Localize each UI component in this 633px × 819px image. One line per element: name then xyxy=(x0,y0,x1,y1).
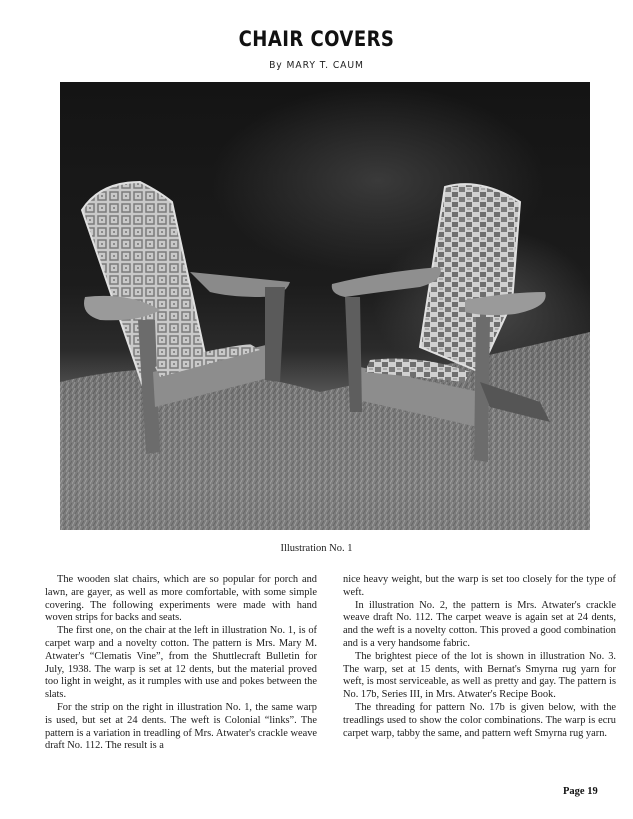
paragraph: For the strip on the right in illustration No. 1, the same warp is used, but set at 24 dents. The weft is Colonial “links”. The pattern is a variation in treadling of Mrs. Atwater's crackle weave draft No. 112. The result is a xyxy=(45,701,317,752)
paragraph: nice heavy weight, but the warp is set too closely for the type of weft. xyxy=(343,574,616,598)
body-column-left xyxy=(45,574,317,753)
article-title: CHAIR COVERS xyxy=(238,27,395,51)
paragraph: The threading for pattern No. 17b is given below, with the treadlings used to show the color combinations. The warp is ecru carpet warp, tabby the same, and pattern weft Smyrna rug yarn. xyxy=(343,701,616,739)
figure-caption: Illustration No. 1 xyxy=(280,543,353,554)
article-byline: By MARY T. CAUM xyxy=(269,60,364,71)
illustration-photo xyxy=(60,82,590,530)
body-column-right xyxy=(343,574,616,740)
paragraph: The brightest piece of the lot is shown in illustration No. 3. The warp, set at 15 dents, with Bernat's Smyrna rug yarn for weft, is most serviceable, as well as pretty and gay. The pattern is No. 17b, Series III, in Mrs. Atwater's Recipe Book. xyxy=(343,650,616,701)
chairs-photo-drawing xyxy=(60,82,590,530)
paragraph: In illustration No. 2, the pattern is Mrs. Atwater's crackle weave draft No. 112. The carpet weave is again set at 24 dents, and the weft is a novelty cotton. This proved a good combination and is a very handsome fabric. xyxy=(343,599,616,649)
page-number: Page 19 xyxy=(563,786,598,797)
left-chair-back-leg xyxy=(265,287,285,382)
paragraph: The first one, on the chair at the left in illustration No. 1, is of carpet warp and a novelty cotton. The pattern is Mrs. Mary M. Atwater's “Clematis Vine”, from the Shuttlecraft Bulletin for July, 1938. The warp is set at 12 dents, but the material proved too light in weight, as it rumples with use and pokes between the slats. xyxy=(45,625,317,701)
paragraph: The wooden slat chairs, which are so popular for porch and lawn, are gayer, as well as more comfortable, with some simple covering. The following experiments were made with hand woven strips for backs and seats. xyxy=(45,574,317,624)
right-chair-left-arm xyxy=(332,267,441,297)
